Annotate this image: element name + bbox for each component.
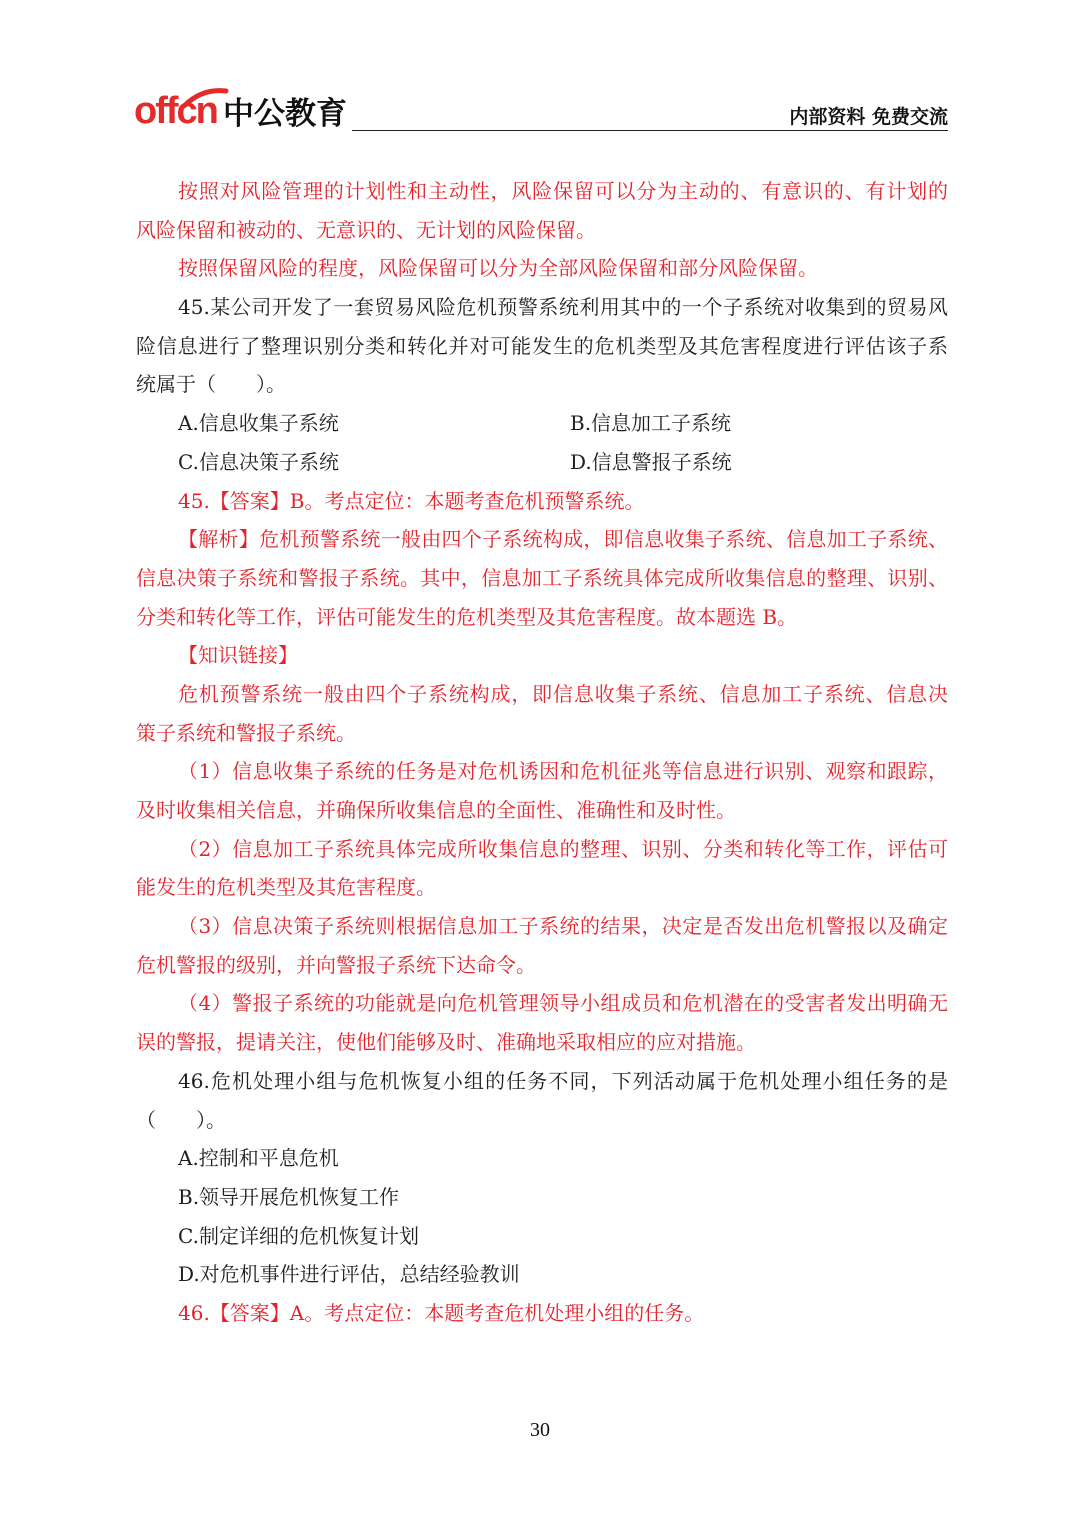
- question-45-analysis-line: 分类和转化等工作，评估可能发生的危机类型及其危害程度。故本题选 B。: [136, 604, 798, 629]
- question-46-option-c: C.制定详细的危机恢复计划: [178, 1223, 419, 1248]
- knowledge-link-item-4-line: （4）警报子系统的功能就是向危机管理领导小组成员和危机潜在的受害者发出明确无: [178, 991, 948, 1016]
- header-tagline: 内部资料 免费交流: [789, 106, 948, 128]
- page-body: [136, 172, 948, 1333]
- question-45-options-row: [136, 404, 948, 443]
- question-46-answer: 46.【答案】A。考点定位：本题考查危机处理小组的任务。: [178, 1300, 705, 1325]
- question-45-analysis-line: 【解析】危机预警系统一般由四个子系统构成，即信息收集子系统、信息加工子系统、: [178, 527, 948, 552]
- question-46-option-d: D.对危机事件进行评估，总结经验教训: [178, 1262, 520, 1287]
- logo-swoosh-icon: [134, 86, 234, 116]
- knowledge-link-item-1-line: （1）信息收集子系统的任务是对危机诱因和危机征兆等信息进行识别、观察和跟踪，: [178, 759, 948, 784]
- logo-wordmark-chinese: 中公教育: [223, 96, 347, 132]
- knowledge-link-item-2-line: 能发生的危机类型及其危害程度。: [136, 875, 436, 900]
- question-46-option-a: A.控制和平息危机: [178, 1146, 339, 1171]
- knowledge-link-item-2-line: （2）信息加工子系统具体完成所收集信息的整理、识别、分类和转化等工作，评估可: [178, 836, 948, 861]
- knowledge-link-heading: 【知识链接】: [178, 643, 298, 668]
- page-number: 30: [530, 1419, 550, 1441]
- question-45-option-a: A.信息收集子系统: [178, 411, 339, 436]
- question-45-stem-line: 45.某公司开发了一套贸易风险危机预警系统利用其中的一个子系统对收集到的贸易风: [178, 295, 948, 320]
- offcn-logo: [134, 86, 356, 134]
- question-45-option-d: D.信息警报子系统: [570, 449, 732, 474]
- question-45-analysis-line: 信息决策子系统和警报子系统。其中，信息加工子系统具体完成所收集信息的整理、识别、: [136, 565, 948, 590]
- question-45-option-c: C.信息决策子系统: [178, 449, 339, 474]
- question-45-answer: 45.【答案】B。考点定位：本题考查危机预警系统。: [178, 488, 645, 513]
- question-45-option-b: B.信息加工子系统: [570, 411, 732, 436]
- logo-wordmark-latin: offcn: [134, 90, 217, 132]
- knowledge-link-intro-line: 策子系统和警报子系统。: [136, 720, 356, 745]
- knowledge-link-item-4-line: 误的警报，提请关注，使他们能够及时、准确地采取相应的应对措施。: [136, 1030, 756, 1055]
- knowledge-link-intro-line: 危机预警系统一般由四个子系统构成，即信息收集子系统、信息加工子系统、信息决: [178, 681, 948, 706]
- explanation-line: 按照对风险管理的计划性和主动性，风险保留可以分为主动的、有意识的、有计划的: [178, 179, 948, 203]
- knowledge-link-item-3-line: （3）信息决策子系统则根据信息加工子系统的结果，决定是否发出危机警报以及确定: [178, 914, 948, 939]
- explanation-line: 按照保留风险的程度，风险保留可以分为全部风险保留和部分风险保留。: [178, 256, 818, 281]
- explanation-line: 风险保留和被动的、无意识的、无计划的风险保留。: [136, 217, 596, 242]
- question-46-option-b: B.领导开展危机恢复工作: [178, 1184, 400, 1209]
- knowledge-link-item-1-line: 及时收集相关信息，并确保所收集信息的全面性、准确性和及时性。: [136, 798, 736, 822]
- header-divider: [352, 130, 948, 131]
- question-46-stem-line: （ ）。: [136, 1107, 226, 1132]
- question-45-options-row: [136, 443, 948, 482]
- knowledge-link-item-3-line: 危机警报的级别，并向警报子系统下达命令。: [136, 952, 536, 977]
- question-45-stem-line: 统属于（ ）。: [136, 372, 286, 397]
- question-45-stem-line: 险信息进行了整理识别分类和转化并对可能发生的危机类型及其危害程度进行评估该子系: [136, 333, 948, 358]
- question-46-stem-line: 46.危机处理小组与危机恢复小组的任务不同，下列活动属于危机处理小组任务的是: [178, 1068, 948, 1093]
